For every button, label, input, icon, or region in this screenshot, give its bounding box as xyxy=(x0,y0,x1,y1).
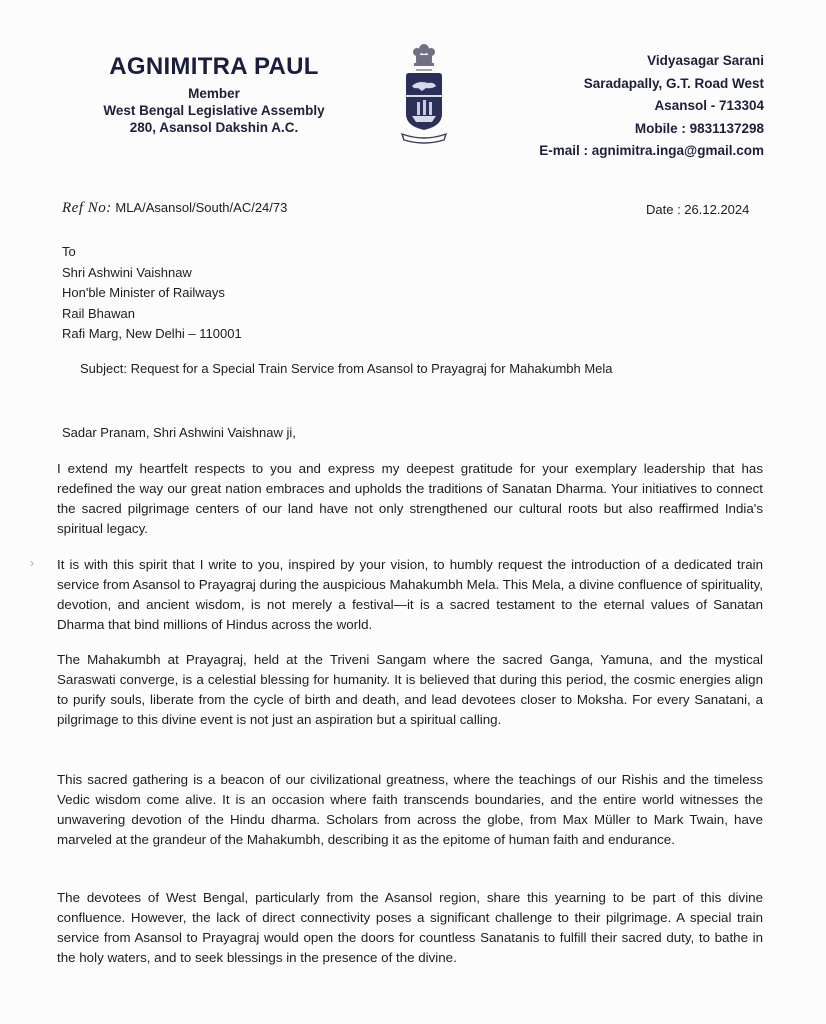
reference-label: Ref No: xyxy=(62,200,112,216)
letterhead-contact xyxy=(539,50,764,163)
sender-constituency: 280, Asansol Dakshin A.C. xyxy=(129,120,299,135)
state-emblem-icon xyxy=(398,42,450,146)
address-line-1: Vidyasagar Sarani xyxy=(647,53,764,68)
body-paragraph-5: The devotees of West Bengal, particularly from the Asansol region, share this yearning to be part of this divine confluence. However, the lack of direct connectivity poses a significant challenge to their pilgrimage. A special train service from Asansol to Prayagraj would open the doors for countless Sanatanis to fulfill their sacred duty, to bathe in the holy waters, and to seek blessings in the presence of the divine. xyxy=(57,890,763,965)
body-paragraph-1: I extend my heartfelt respects to you and express my deepest gratitude for your exemplary leadership that has redefined the way our great nation embraces and upholds the traditions of Sanatan Dharma. Your initiatives to connect the sacred pilgrimage centers of our land have not only strengthened our cultural roots but also reaffirmed India's spiritual legacy. xyxy=(57,461,763,536)
margin-mark-icon: › xyxy=(30,556,34,570)
recipient-address: Rafi Marg, New Delhi – 110001 xyxy=(62,326,242,341)
sender-assembly: West Bengal Legislative Assembly xyxy=(103,103,325,118)
recipient-name: Shri Ashwini Vaishnaw xyxy=(62,264,192,280)
mobile-number: Mobile : 9831137298 xyxy=(634,120,764,136)
body-paragraph-4: This sacred gathering is a beacon of our civilizational greatness, where the teachings of our Rishis and the timeless Vedic wisdom come alive. It is an occasion where faith transcends boundaries, and the entire world witnesses the unwavering devotion of the Hindu dharma. Scholars from across the globe, from Max Müller to Mark Twain, have marveled at the grandeur of the Mahakumbh, describing it as the epitome of human faith and endurance. xyxy=(57,772,763,847)
recipient-office: Rail Bhawan xyxy=(62,305,135,321)
letter-date: Date : 26.12.2024 xyxy=(646,202,750,217)
body-paragraph-2: It is with this spirit that I write to you, inspired by your vision, to humbly request the introduction of a dedicated train service from Asansol to Prayagraj during the auspicious Mahakumbh Mela. This Mela, a divine confluence of spirituality, devotion, and ancient wisdom, is not merely a festival—it is a sacred testament to the eternal values of Sanatan Dharma that bind millions of Hindus across the world. xyxy=(57,557,763,632)
recipient-title: Hon'ble Minister of Railways xyxy=(62,285,225,300)
recipient-to: To xyxy=(62,244,76,259)
body-paragraph-3: The Mahakumbh at Prayagraj, held at the Triveni Sangam where the sacred Ganga, Yamuna, and the mystical Saraswati converge, is a celestial blessing for humanity. It is believed that during this period, the cosmic energies align to purify souls, liberate from the cycle of birth and death, and lead devotees closer to Moksha. For every Sanatani, a pilgrimage to this divine event is not just an aspiration but a spiritual calling. xyxy=(57,652,763,727)
address-line-3: Asansol - 713304 xyxy=(654,98,764,113)
letter-subject: Subject: Request for a Special Train Service from Asansol to Prayagraj for Mahakumbh Mela xyxy=(80,361,613,376)
reference-value: MLA/Asansol/South/AC/24/73 xyxy=(111,200,288,215)
letterhead-sender xyxy=(88,52,340,136)
salutation: Sadar Pranam, Shri Ashwini Vaishnaw ji, xyxy=(62,425,296,440)
sender-role: Member xyxy=(188,86,240,101)
sender-name: AGNIMITRA PAUL xyxy=(109,53,319,80)
recipient-block xyxy=(62,242,242,345)
email-address: E-mail : agnimitra.inga@gmail.com xyxy=(539,143,764,158)
reference-number xyxy=(62,200,287,217)
address-line-2: Saradapally, G.T. Road West xyxy=(583,75,764,91)
